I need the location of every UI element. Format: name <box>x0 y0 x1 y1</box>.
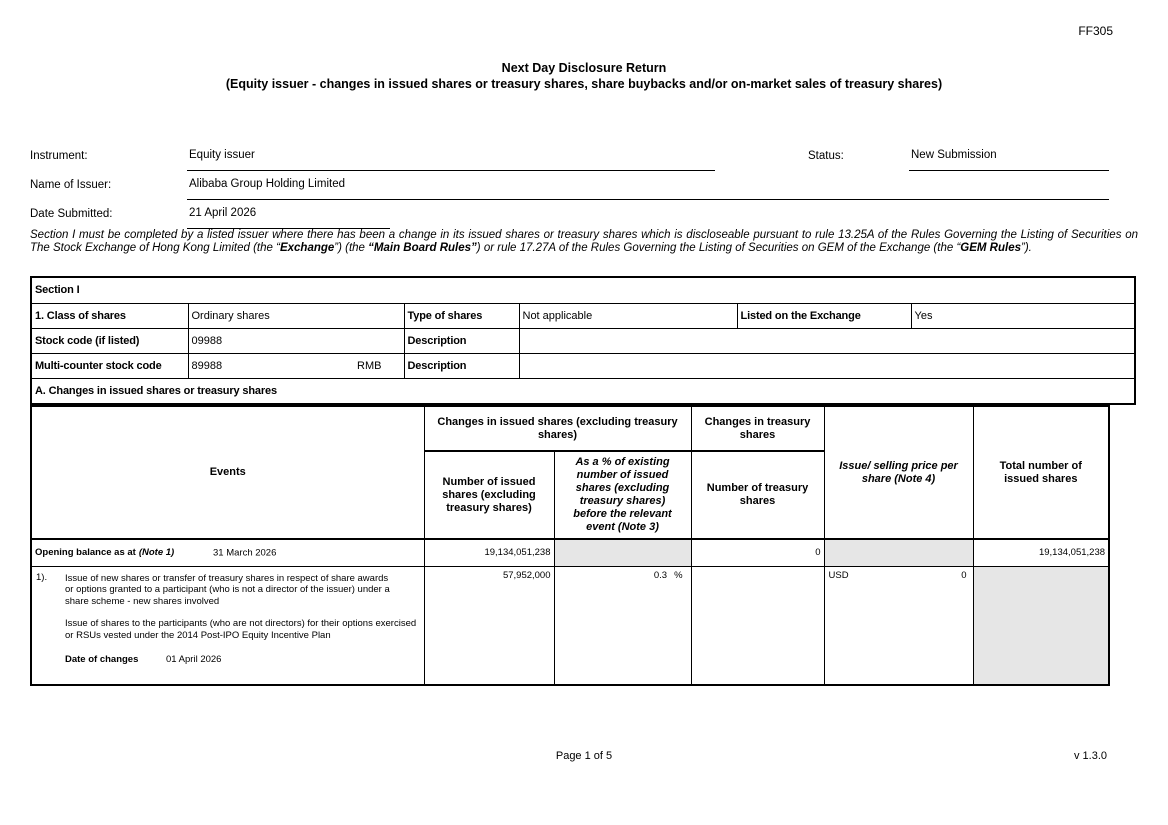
event-index: 1). <box>36 571 48 583</box>
section1-header: Section I <box>31 277 1135 303</box>
intro-exchange-term: Exchange <box>279 242 335 255</box>
opening-balance-row <box>31 539 1109 566</box>
event-description-body <box>65 573 423 666</box>
event-date-label: Date of changes <box>65 654 139 665</box>
event-description-2: Issue of shares to the participants (who are not directors) for their options exercised or RSUs vested under the 2014 Post-IPO Equity Incentive Plan <box>65 618 417 641</box>
instrument-field <box>187 149 715 171</box>
issuer-value: Alibaba Group Holding Limited <box>189 178 345 190</box>
intro-seg-4: ) or rule 17.27A of the Rules Governing the Listing of Securities on GEM of the Exchange (the “ <box>476 242 961 255</box>
opening-treasury-shares: 0 <box>691 539 824 566</box>
instrument-value: Equity issuer <box>189 149 255 161</box>
intro-seg-2: ”) (the <box>334 242 369 255</box>
multi-counter-currency: RMB <box>357 359 382 372</box>
intro-seg-6: ”). <box>1021 242 1032 255</box>
opening-issued-shares: 19,134,051,238 <box>424 539 554 566</box>
stock-code-value: 09988 <box>188 328 404 353</box>
class-of-shares-value: Ordinary shares <box>188 303 404 328</box>
description-value <box>519 328 1135 353</box>
opening-total-shares: 19,134,051,238 <box>973 539 1109 566</box>
description2-label: Description <box>404 353 519 378</box>
events-table <box>30 405 1110 686</box>
treasury-shares-number-column-header: Number of treasury shares <box>691 451 824 539</box>
opening-price-shaded-cell <box>824 539 973 566</box>
percent-column-header: As a % of existing number of issued shares (excluding treasury shares) before the relevant event (Note 3) <box>554 451 691 539</box>
type-of-shares-value: Not applicable <box>519 303 737 328</box>
class-of-shares-label: 1. Class of shares <box>31 303 188 328</box>
page-number: Page 1 of 5 <box>555 750 613 762</box>
description2-value <box>519 353 1135 378</box>
multi-counter-stock-code-cell <box>188 353 404 378</box>
opening-balance-label-cell <box>31 539 424 566</box>
intro-main-board-rules-term: “Main Board Rules” <box>368 242 477 255</box>
form-code: FF305 <box>1078 24 1113 38</box>
listed-on-exchange-value: Yes <box>911 303 1135 328</box>
document-subtitle: (Equity issuer - changes in issued shares or treasury shares, share buybacks and/or on-market sales of treasury shares) <box>225 77 943 91</box>
listed-on-exchange-label: Listed on the Exchange <box>737 303 911 328</box>
date-submitted-value: 21 April 2026 <box>189 207 257 219</box>
intro-seg-0: Section I must be completed by a listed issuer where there has been a change in its issued shares or treasury shares which is discloseable pursuant to rule 13.25A of the Rules Governing the Listing of Securities on The Stock Exchange of Hong Kong Limited (the “ <box>30 229 1138 255</box>
instrument-label: Instrument: <box>30 150 88 162</box>
event-row-1 <box>31 566 1109 685</box>
description-label: Description <box>404 328 519 353</box>
event-price-value: 0 <box>961 569 967 581</box>
multi-counter-stock-code-label: Multi-counter stock code <box>31 353 188 378</box>
event-price-cell <box>824 566 973 685</box>
opening-balance-label: Opening balance as at <box>35 547 136 559</box>
event-issued-shares: 57,952,000 <box>424 566 554 685</box>
event-treasury-shares-cell <box>691 566 824 685</box>
opening-balance-date: 31 March 2026 <box>213 547 277 559</box>
document-title: Next Day Disclosure Return <box>501 61 667 75</box>
events-column-header: Events <box>31 406 424 539</box>
status-field <box>909 149 1109 171</box>
part-a-header: A. Changes in issued shares or treasury shares <box>31 378 1135 404</box>
status-value: New Submission <box>911 149 997 161</box>
group-header-issued-shares: Changes in issued shares (excluding treasury shares) <box>424 406 691 451</box>
multi-counter-stock-code-value: 89988 <box>191 359 223 372</box>
opening-percent-shaded-cell <box>554 539 691 566</box>
stock-code-label: Stock code (if listed) <box>31 328 188 353</box>
issuer-label: Name of Issuer: <box>30 179 112 191</box>
event-percent-value: 0.3 <box>653 569 668 581</box>
event-date-value: 01 April 2026 <box>166 654 222 665</box>
event-date-row <box>65 654 423 666</box>
date-submitted-field <box>187 207 390 229</box>
intro-paragraph <box>30 229 1138 256</box>
event-description-1: Issue of new shares or transfer of treasury shares in respect of share awards or options granted to a participant (who is not a director of the issuer) under a share scheme - new shares involved <box>65 572 390 607</box>
event-percent-cell <box>554 566 691 685</box>
date-submitted-label: Date Submitted: <box>30 208 113 220</box>
event-total-shaded-cell <box>973 566 1109 685</box>
status-label: Status: <box>808 150 844 162</box>
section1-table <box>30 276 1136 405</box>
type-of-shares-label: Type of shares <box>404 303 519 328</box>
event-price-currency: USD <box>828 569 849 581</box>
version-number: v 1.3.0 <box>1073 750 1107 762</box>
group-header-treasury-shares: Changes in treasury shares <box>691 406 824 451</box>
event-percent-unit: % <box>674 569 683 581</box>
price-per-share-column-header: Issue/ selling price per share (Note 4) <box>824 406 973 539</box>
total-issued-shares-column-header: Total number of issued shares <box>973 406 1109 539</box>
issuer-field <box>187 178 1109 200</box>
intro-gem-rules-term: GEM Rules <box>960 242 1021 255</box>
opening-balance-note: (Note 1) <box>138 547 175 559</box>
event-description-cell <box>31 566 424 685</box>
issued-shares-number-column-header: Number of issued shares (excluding treasury shares) <box>424 451 554 539</box>
